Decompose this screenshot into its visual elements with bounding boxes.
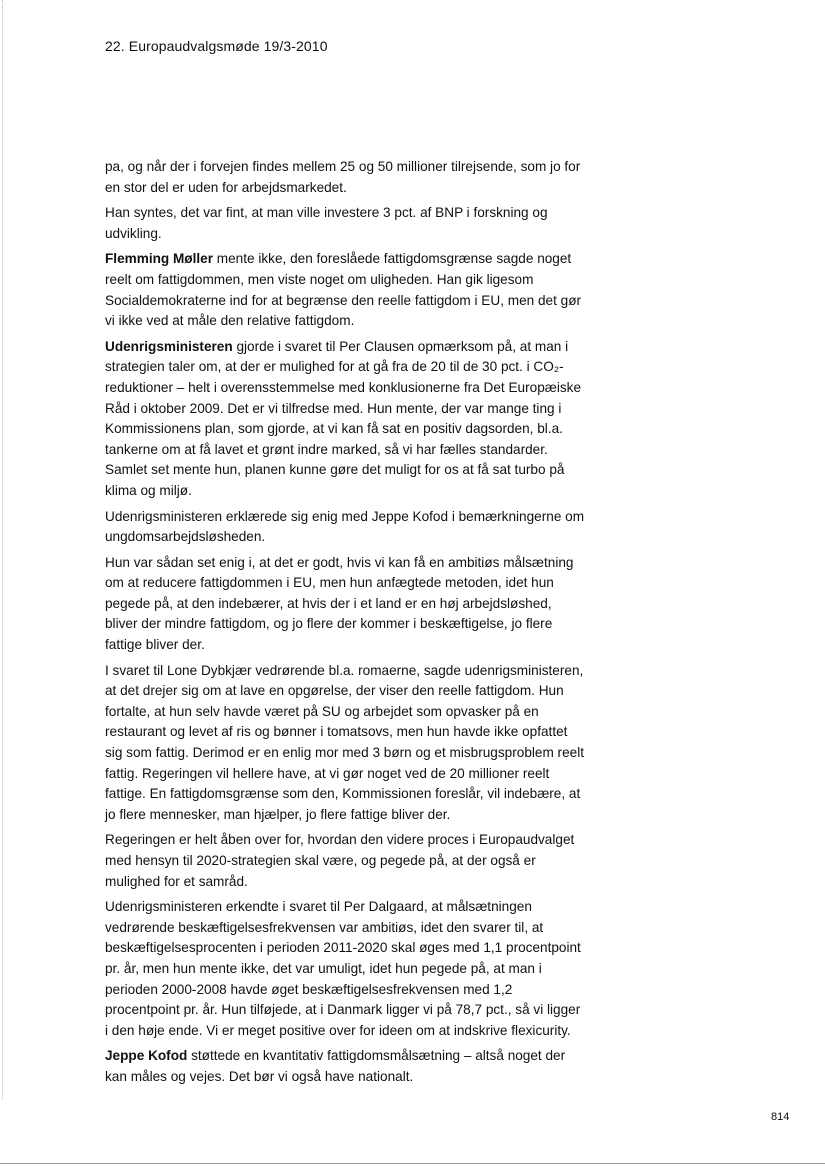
paragraph	[105, 507, 587, 548]
speaker-name: Udenrigsministeren	[105, 338, 233, 354]
scan-edge-rule	[2, 0, 3, 1100]
paragraph	[105, 157, 587, 198]
paragraph-text: Hun var sådan set enig i, at det er godt, hvis vi kan få en ambitiøs målsætning om at reducere fattigdommen i EU, men hun anfægtede metoden, idet hun pegede på, at den indebærer, at hvis der i et land er en høj arbejdsløshed, bliver der mindre fattigdom, og jo flere der kommer i beskæftigelse, jo flere fattige bliver der.	[105, 554, 574, 653]
paragraph-text: pa, og når der i forvejen findes mellem 25 og 50 millioner tilrejsende, som jo for en stor del er uden for arbejdsmarkedet.	[105, 159, 581, 195]
body-text	[105, 157, 587, 1093]
paragraph	[105, 1046, 587, 1087]
paragraph-text: gjorde i svaret til Per Clausen opmærksom på, at man i strategien taler om, at der er mulighed for at gå fra de 20 til de 30 pct. i CO₂-reduktioner – helt i overensstemmelse med konklusionerne fra Det Europæiske Råd i oktober 2009. Det er vi tilfredse med. Hun mente, der var mange ting i Kommissionens plan, som gjorde, at vi kan få sat en positiv dagsorden, bl.a. tankerne om at få lavet et grønt indre marked, så vi har fælles standarder. Samlet set mente hun, planen kunne gøre det muligt for os at få sat turbo på klima og miljø.	[105, 338, 582, 498]
paragraph-text: I svaret til Lone Dybkjær vedrørende bl.a. romaerne, sagde udenrigsministeren, at det drejer sig om at lave en opgørelse, der viser den reelle fattigdom. Hun fortalte, at hun selv havde været på SU og arbejdet som opvasker på en restaurant og levet af ris og bønner i tomatsovs, men hun havde ikke opfattet sig som fattig. Derimod er en enlig mor med 3 børn og et misbrugsproblem reelt fattig. Regeringen vil hellere have, at vi gør noget ved de 20 millioner reelt fattige. En fattigdomsgrænse som den, Kommissionen foreslår, vil indebære, at jo flere mennesker, man hjælper, jo flere fattige bliver der.	[105, 662, 585, 822]
paragraph	[105, 203, 587, 244]
speaker-name: Flemming Møller	[105, 251, 214, 267]
paragraph-text: Han syntes, det var fint, at man ville investere 3 pct. af BNP i forskning og udvikling.	[105, 205, 548, 241]
paragraph	[105, 337, 587, 502]
paragraph	[105, 830, 587, 892]
paragraph-text: Regeringen er helt åben over for, hvordan den videre proces i Europaudvalget med hensyn til 2020-strategien skal være, og pegede på, at der også er mulighed for et samråd.	[105, 832, 575, 889]
page-header: 22. Europaudvalgsmøde 19/3-2010	[105, 38, 328, 54]
paragraph-text: mente ikke, den foreslåede fattigdomsgrænse sagde noget reelt om fattigdommen, men viste noget om uligheden. Han gik ligesom Socialdemokraterne ind for at begrænse den reelle fattigdom i EU, men det gør vi ikke ved at måle den relative fattigdom.	[105, 251, 582, 329]
paragraph	[105, 897, 587, 1041]
paragraph	[105, 661, 587, 826]
paragraph-text: støttede en kvantitativ fattigdomsmålsætning – altså noget der kan måles og vejes. Det bør vi også have nationalt.	[105, 1048, 566, 1084]
page-number: 814	[771, 1111, 790, 1123]
scan-bottom-rule	[0, 1163, 825, 1164]
paragraph-text: Udenrigsministeren erklærede sig enig med Jeppe Kofod i bemærkningerne om ungdomsarbejdsløsheden.	[105, 508, 585, 545]
paragraph	[105, 553, 587, 656]
paragraph	[105, 249, 587, 331]
speaker-name: Jeppe Kofod	[105, 1048, 188, 1064]
paragraph-text: Udenrigsministeren erkendte i svaret til Per Dalgaard, at målsætningen vedrørende beskæftigelsesfrekvensen var ambitiøs, idet den svarer til, at beskæftigelsesprocenten i perioden 2011-2020 skal øges med 1,1 procentpoint pr. år, men hun mente ikke, det var umuligt, idet hun pegede på, at man i perioden 2000-2008 havde øget beskæftigelsesfrekvensen med 1,2 procentpoint pr. år. Hun tilføjede, at i Danmark ligger vi på 78,7 pct., så vi ligger i den høje ende. Vi er meget positive over for ideen om at indskrive flexicurity.	[105, 899, 581, 1038]
